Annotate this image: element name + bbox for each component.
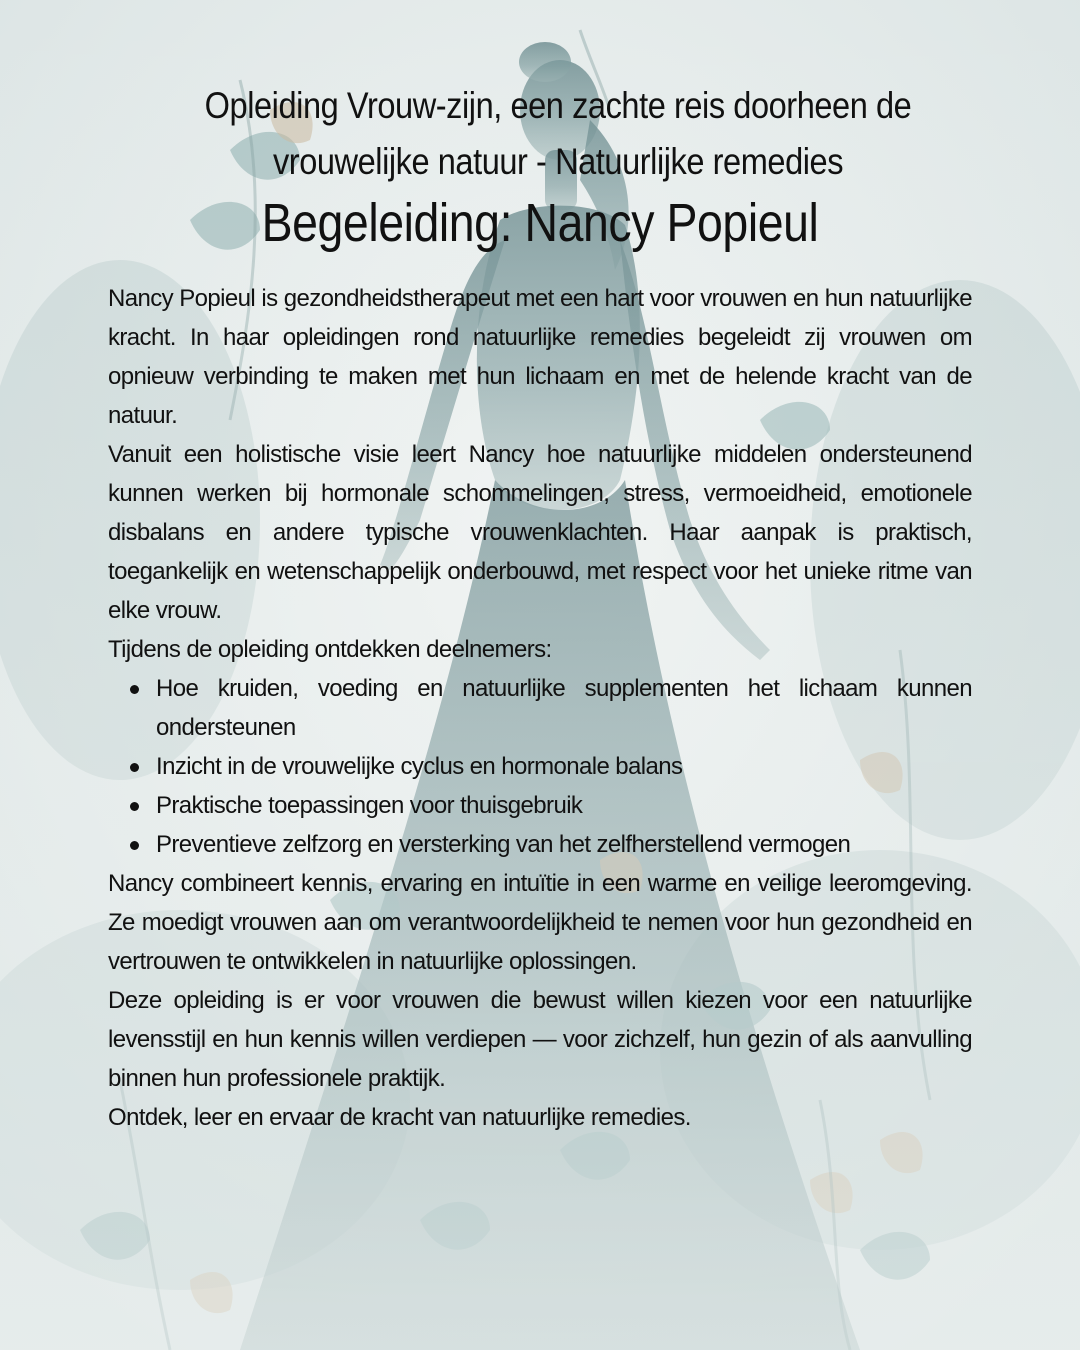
bullet-list xyxy=(108,669,972,864)
list-item: Preventieve zelfzorg en versterking van het zelfherstellend vermogen xyxy=(156,825,972,864)
list-item: Hoe kruiden, voeding en natuurlijke supplementen het lichaam kunnen ondersteunen xyxy=(156,669,972,747)
paragraph-audience: Deze opleiding is er voor vrouwen die bewust willen kiezen voor een natuurlijke levensstijl en hun kennis willen verdiepen — voor zichzelf, hun gezin of als aanvulling binnen hun professionele praktijk. xyxy=(108,987,972,1092)
paragraph-intro: Nancy Popieul is gezondheidstherapeut met een hart voor vrouwen en hun natuurlijke kracht. In haar opleidingen rond natuurlijke remedies begeleidt zij vrouwen om opnieuw verbinding te maken met hun lichaam en met de helende kracht van de natuur. xyxy=(108,285,972,429)
body-text xyxy=(108,279,972,1137)
page-title: Begeleiding: Nancy Popieul xyxy=(261,193,819,253)
paragraph-vision: Vanuit een holistische visie leert Nancy hoe natuurlijke middelen ondersteunend kunnen werken bij hormonale schommelingen, stress, vermoeidheid, emotionele disbalans en andere typische vrouwenklachten. Haar aanpak is praktisch, toegankelijk en wetenschappelijk onderbouwd, met respect voor het unieke ritme van elke vrouw. xyxy=(108,441,972,624)
list-item: Praktische toepassingen voor thuisgebruik xyxy=(156,786,972,825)
paragraph-approach: Nancy combineert kennis, ervaring en intuïtie in een warme en veilige leeromgeving. Ze moedigt vrouwen aan om verantwoordelijkheid te nemen voor hun gezondheid en vertrouwen te ontwikkelen in natuurlijke oplossingen. xyxy=(108,870,972,975)
paragraph-closing: Ontdek, leer en ervaar de kracht van natuurlijke remedies. xyxy=(108,1104,691,1131)
list-item: Inzicht in de vrouwelijke cyclus en hormonale balans xyxy=(156,747,972,786)
course-subtitle: Opleiding Vrouw-zijn, een zachte reis doorheen de vrouwelijke natuur - Natuurlijke remedies xyxy=(204,85,912,182)
list-intro: Tijdens de opleiding ontdekken deelnemers: xyxy=(108,636,552,663)
